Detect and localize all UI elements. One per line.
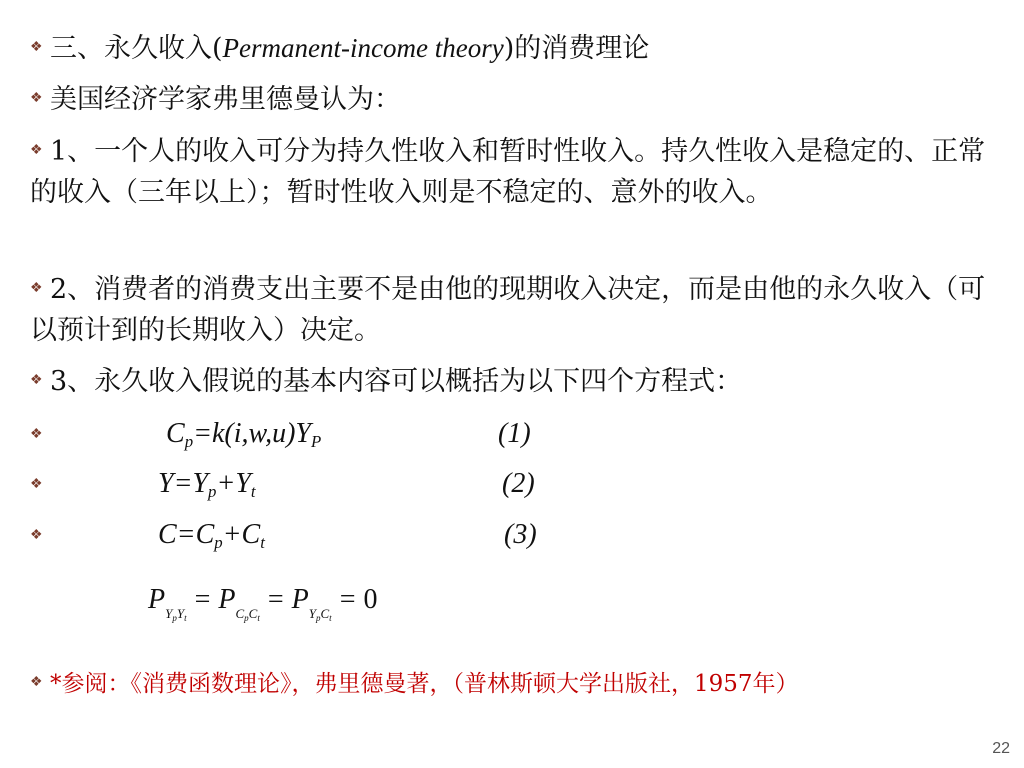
equation-1: $C_p=k(i,w,u)Y_P$ (166, 418, 322, 452)
friedman-intro (30, 80, 401, 121)
equation-2: $Y=Y_p+Y_t$ (158, 468, 256, 502)
diamond-bullet-icon: ❖ (30, 526, 43, 543)
diamond-bullet-icon: ❖ (30, 89, 43, 106)
heading-en-part: Permanent-income theory (222, 33, 504, 63)
page-number: 22 (992, 740, 1010, 757)
equation-1-row (30, 416, 50, 457)
diamond-bullet-icon: ❖ (30, 141, 43, 158)
point-1-paragraph (30, 132, 1010, 213)
heading-permanent-income (30, 28, 649, 70)
diamond-bullet-icon: ❖ (30, 371, 43, 388)
equation-3: $C=C_p+C_t$ (158, 519, 265, 553)
zero-correlation-equation: $PY_pY_t= PC_pC_t= PY_pC_t= 0$ (148, 584, 378, 623)
diamond-bullet-icon: ❖ (30, 38, 43, 55)
reference-text: *参阅：《消费函数理论》，弗里德曼著，（普林斯顿大学出版社，1957年） (50, 671, 799, 697)
equation-3-row (30, 517, 50, 558)
equation-2-row (30, 466, 50, 507)
point-2-text: 2、消费者的消费支出主要不是由他的现期收入决定，而是由他的永久收入（可以预计到的长期收入）决定。 (30, 274, 986, 346)
diamond-bullet-icon: ❖ (30, 475, 43, 492)
diamond-bullet-icon: ❖ (30, 425, 43, 442)
heading-cn-part2: )的消费理论 (503, 33, 650, 64)
friedman-intro-text: 美国经济学家弗里德曼认为： (50, 84, 401, 115)
point-1-text: 1、一个人的收入可分为持久性收入和暂时性收入。持久性收入是稳定的、正常的收入（三年以上）；暂时性收入则是不稳定的、意外的收入。 (30, 136, 986, 208)
point-3-text: 3、永久收入假说的基本内容可以概括为以下四个方程式： (50, 366, 743, 397)
diamond-bullet-icon: ❖ (30, 674, 43, 690)
point-3 (30, 362, 742, 403)
equation-2-number: (2) (502, 468, 535, 499)
diamond-bullet-icon: ❖ (30, 279, 43, 296)
equation-1-number: (1) (498, 418, 531, 449)
equation-3-number: (3) (504, 519, 537, 550)
reference-note (30, 664, 799, 705)
heading-cn-part1: 三、永久收入( (50, 33, 223, 64)
point-2-paragraph (30, 270, 1010, 351)
